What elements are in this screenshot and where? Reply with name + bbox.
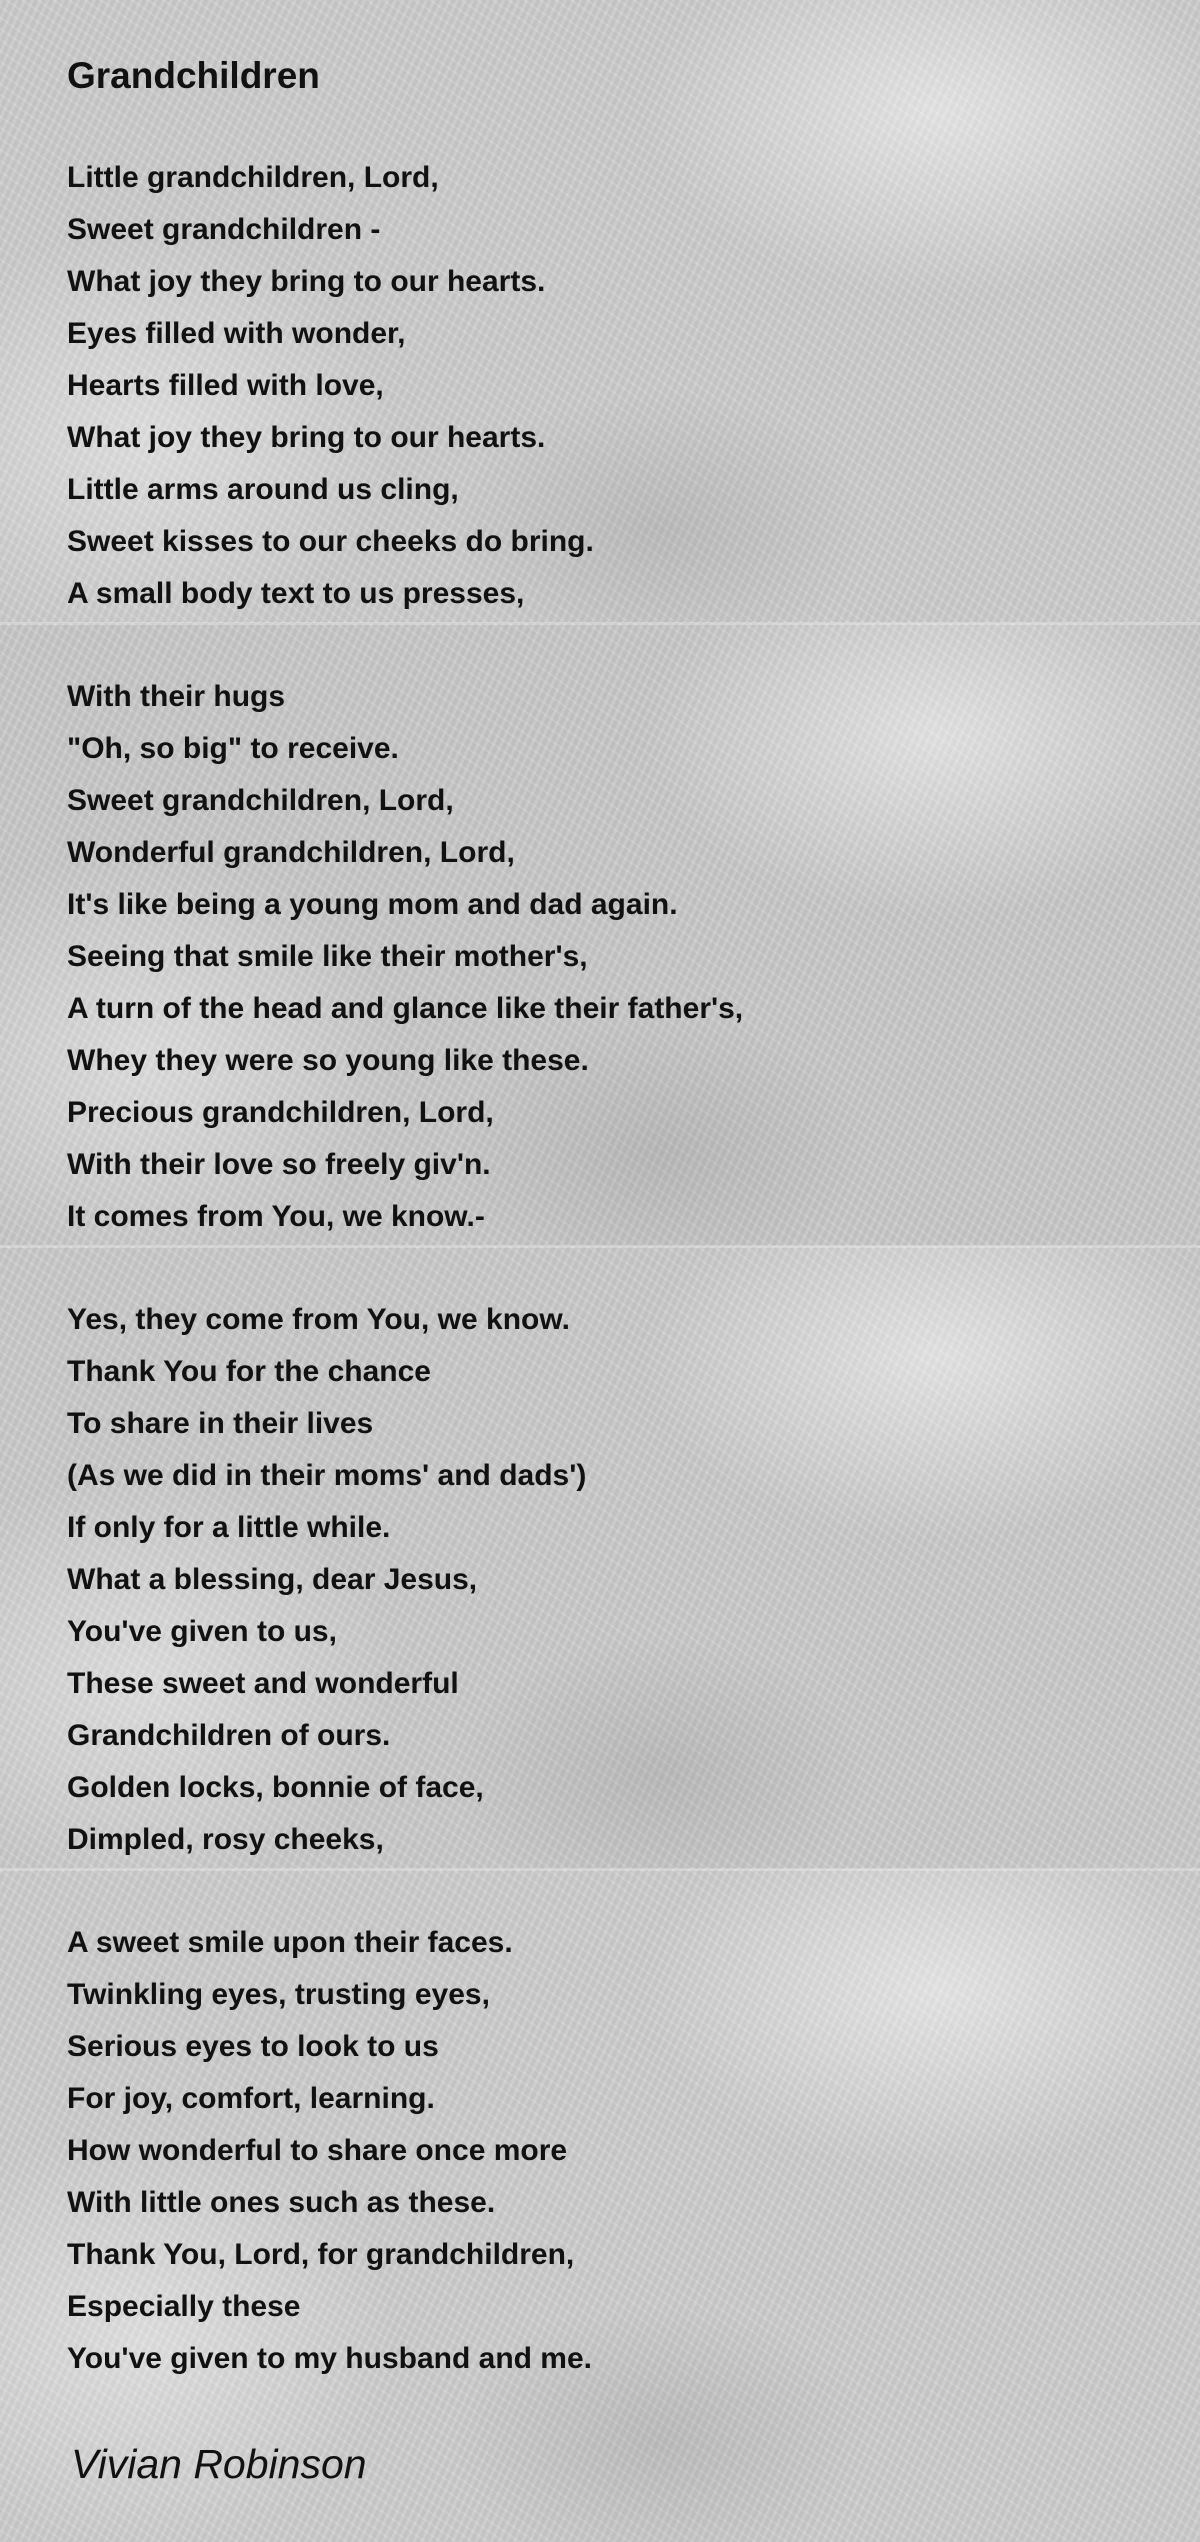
- poem-line: With their love so freely giv'n.: [67, 1148, 491, 1181]
- poem-line: What a blessing, dear Jesus,: [67, 1563, 478, 1596]
- poem-title: Grandchildren: [67, 55, 320, 96]
- poem-line: Eyes filled with wonder,: [67, 317, 406, 350]
- poem-line: Especially these: [67, 2290, 301, 2323]
- poem-line: If only for a little while.: [67, 1511, 391, 1544]
- poem-line: Thank You for the chance: [67, 1355, 431, 1388]
- poem-line: Yes, they come from You, we know.: [67, 1303, 570, 1336]
- poem-stanza-4: [67, 1917, 592, 2385]
- poem-line: Dimpled, rosy cheeks,: [67, 1823, 384, 1856]
- panel-divider: [0, 1245, 1200, 1248]
- poem-line: A sweet smile upon their faces.: [67, 1926, 513, 1959]
- poem-line: Thank You, Lord, for grandchildren,: [67, 2238, 575, 2271]
- poem-line: You've given to us,: [67, 1615, 337, 1648]
- poem-line: For joy, comfort, learning.: [67, 2082, 435, 2115]
- poem-line: It comes from You, we know.-: [67, 1200, 485, 1233]
- poem-stanza-3: [67, 1294, 586, 1866]
- poem-line: Precious grandchildren, Lord,: [67, 1096, 494, 1129]
- poem-line: (As we did in their moms' and dads'): [67, 1459, 587, 1492]
- poem-line: A turn of the head and glance like their father's,: [67, 992, 744, 1025]
- poem-line: "Oh, so big" to receive.: [67, 732, 399, 765]
- poem-line: Hearts filled with love,: [67, 369, 384, 402]
- poem-line: Grandchildren of ours.: [67, 1719, 391, 1752]
- poem-line: Serious eyes to look to us: [67, 2030, 439, 2063]
- poem-line: To share in their lives: [67, 1407, 374, 1440]
- poem-line: Sweet grandchildren, Lord,: [67, 784, 454, 817]
- poem-line: Wonderful grandchildren, Lord,: [67, 836, 515, 869]
- poem-stanza-1: [67, 152, 594, 620]
- panel-divider: [0, 1868, 1200, 1871]
- poem-line: With their hugs: [67, 680, 286, 713]
- poem-line: Sweet kisses to our cheeks do bring.: [67, 525, 594, 558]
- poem-stanza-2: [67, 671, 743, 1243]
- poem-line: Sweet grandchildren -: [67, 213, 381, 246]
- poem-line: Seeing that smile like their mother's,: [67, 940, 588, 973]
- poem-author: Vivian Robinson: [71, 2441, 367, 2487]
- poem-line: Little grandchildren, Lord,: [67, 161, 439, 194]
- panel-divider: [0, 622, 1200, 625]
- poem-line: It's like being a young mom and dad again.: [67, 888, 678, 921]
- poem-line: You've given to my husband and me.: [67, 2342, 592, 2375]
- poem-line: What joy they bring to our hearts.: [67, 421, 546, 454]
- poem-line: Little arms around us cling,: [67, 473, 459, 506]
- poem-line: Golden locks, bonnie of face,: [67, 1771, 484, 1804]
- poem-line: What joy they bring to our hearts.: [67, 265, 546, 298]
- poem-line: These sweet and wonderful: [67, 1667, 459, 1700]
- poem-line: Whey they were so young like these.: [67, 1044, 589, 1077]
- poem-line: How wonderful to share once more: [67, 2134, 568, 2167]
- poem-line: Twinkling eyes, trusting eyes,: [67, 1978, 490, 2011]
- poem-line: With little ones such as these.: [67, 2186, 496, 2219]
- poem-line: A small body text to us presses,: [67, 577, 525, 610]
